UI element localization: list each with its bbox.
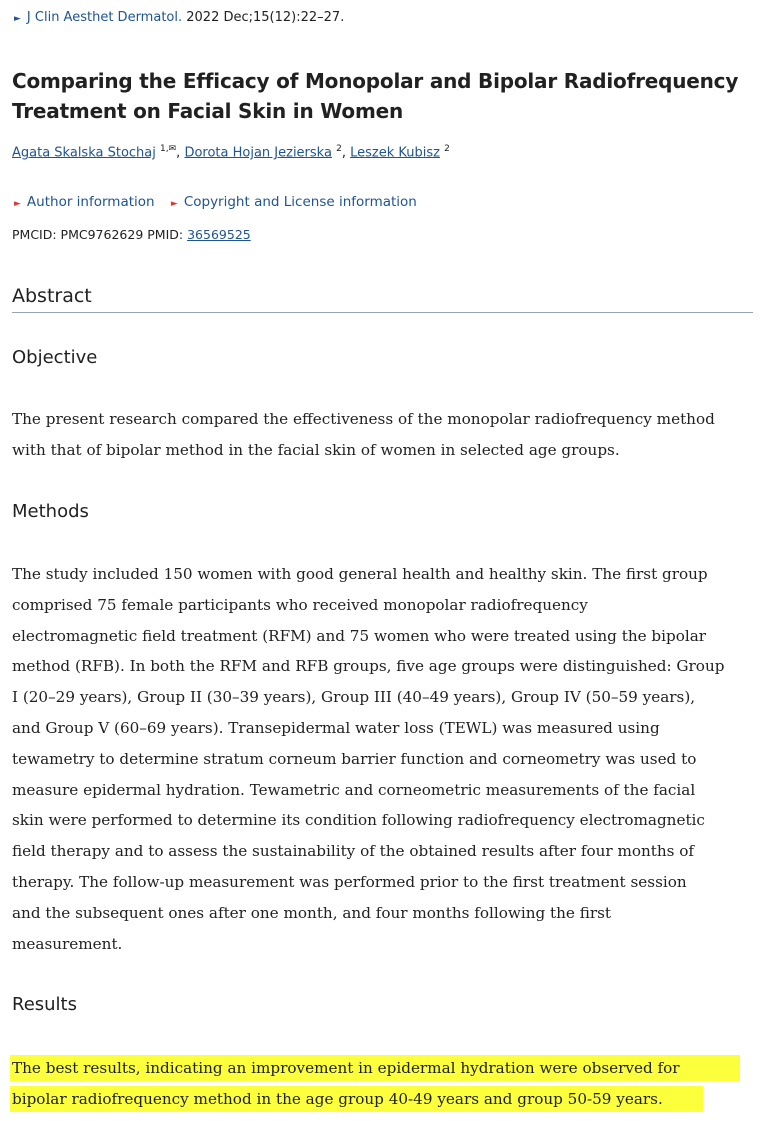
text-line: with that of bipolar method in the facial skin of women in selected age groups.: [12, 440, 620, 459]
article-ids: [12, 227, 251, 242]
pmid-label: PMID:: [147, 227, 184, 242]
objective-heading: Objective: [12, 347, 98, 368]
affiliation-sup: 1,: [160, 144, 169, 154]
results-line: bipolar radiofrequency method in the age group 40-49 years and group 50-59 years.: [12, 1090, 663, 1108]
pmcid: PMCID: PMC9762629: [12, 227, 144, 242]
pmid-link[interactable]: 36569525: [187, 227, 251, 242]
text-line: comprised 75 female participants who received monopolar radiofrequency: [12, 595, 588, 614]
methods-heading: Methods: [12, 501, 89, 522]
journal-link[interactable]: J Clin Aesthet Dermatol.: [26, 10, 183, 25]
text-line: and the subsequent ones after one month, and four months following the first: [12, 903, 612, 922]
author-list: Agata Skalska Stochaj $^{1,✉}$, Dorota Hojan Jezierska $^2$, Leszek Kubisz $^2$: [12, 144, 450, 161]
text-line: and Group V (60–69 years). Transepidermal water loss (TEWL) was measured using: [12, 718, 660, 737]
abstract-divider: [12, 312, 753, 313]
results-line: The best results, indicating an improvement in epidermal hydration were observed for: [12, 1059, 680, 1077]
citation: [14, 10, 344, 25]
text-line: The present research compared the effectiveness of the monopolar radiofrequency method: [12, 410, 715, 428]
text-line: electromagnetic field treatment (RFM) and 75 women who were treated using the bipolar: [12, 626, 707, 645]
author-link[interactable]: Agata Skalska Stochaj: [12, 145, 156, 161]
author-link[interactable]: Leszek Kubisz: [350, 145, 440, 161]
results-heading: Results: [12, 994, 77, 1015]
methods-paragraph: [12, 559, 762, 959]
article-title: [12, 66, 762, 126]
text-line: skin were performed to determine its condition following radiofrequency electromagnetic: [12, 811, 705, 830]
affiliation-sup: 2: [336, 144, 342, 154]
expand-triangle-icon[interactable]: ►: [14, 14, 21, 24]
objective-paragraph: [12, 404, 762, 466]
author-information-link[interactable]: Author information: [26, 194, 155, 210]
info-links: [14, 194, 429, 210]
red-triangle-icon: ►: [14, 199, 21, 209]
text-line: I (20–29 years), Group II (30–39 years), Group III (40–49 years), Group IV (50–59 years),: [12, 688, 696, 707]
text-line: measurement.: [12, 934, 123, 953]
text-line: The study included 150 women with good general health and healthy skin. The first group: [12, 565, 708, 583]
text-line: therapy. The follow-up measurement was performed prior to the first treatment session: [12, 872, 687, 891]
author-link[interactable]: Dorota Hojan Jezierska: [184, 145, 332, 161]
title-line: Treatment on Facial Skin in Women: [12, 99, 403, 123]
text-line: field therapy and to assess the sustainability of the obtained results after four months of: [12, 842, 695, 861]
affiliation-sup: 2: [444, 144, 450, 154]
citation-date: 2022 Dec;15(12):22–27.: [186, 10, 345, 25]
abstract-heading: Abstract: [12, 285, 92, 307]
text-line: method (RFB). In both the RFM and RFB groups, five age groups were distinguished: Group: [12, 657, 725, 676]
red-triangle-icon: ►: [170, 199, 178, 209]
text-line: measure epidermal hydration. Tewametric and corneometric measurements of the facial: [12, 780, 696, 799]
title-line: Comparing the Efficacy of Monopolar and Bipolar Radiofrequency: [12, 69, 739, 93]
envelope-icon[interactable]: ✉: [168, 144, 177, 154]
copyright-license-link[interactable]: Copyright and License information: [183, 194, 417, 210]
text-line: tewametry to determine stratum corneum barrier function and corneometry was used to: [12, 749, 697, 768]
